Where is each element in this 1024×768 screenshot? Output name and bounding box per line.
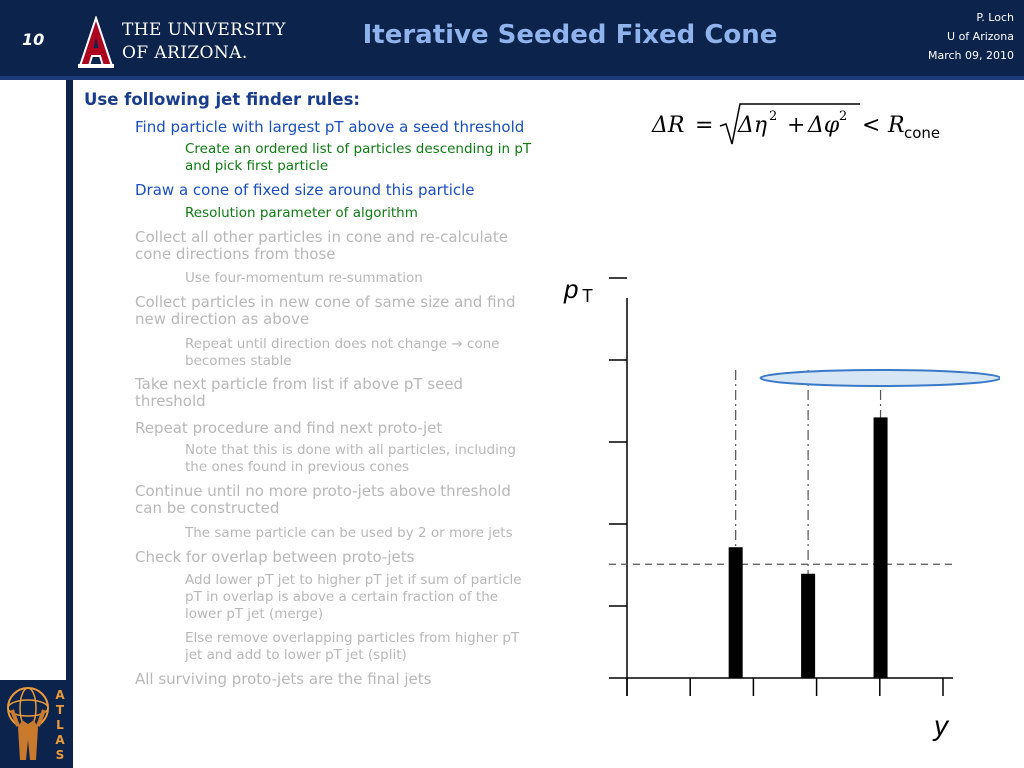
sub-bullet-merge — [185, 572, 522, 623]
cone-ellipse — [761, 370, 1000, 386]
university-name-line1: THE UNIVERSITY — [122, 20, 286, 40]
line: cone directions from those — [135, 245, 336, 263]
formula-square-1: 2 — [769, 109, 778, 124]
sub-bullet-split — [185, 630, 519, 664]
line: becomes stable — [185, 353, 292, 369]
line: lower pT jet (merge) — [185, 606, 324, 622]
line: Collect all other particles in cone and re-calculate — [135, 228, 508, 246]
line: Take next particle from list if above pT seed — [135, 375, 464, 393]
slide-number: 10 — [22, 30, 45, 49]
bullet-final-jets: All surviving proto-jets are the final jets — [135, 670, 432, 688]
formula-less-than: < — [862, 113, 881, 138]
formula-term-eta: Δη — [738, 113, 768, 138]
pt-vs-y-chart — [560, 260, 1000, 750]
formula-rhs-subscript: cone — [904, 124, 941, 142]
bullet-continue — [135, 483, 511, 517]
line: Add lower pT jet to higher pT jet if sum of particle — [185, 572, 522, 588]
formula-equals: = — [695, 113, 714, 138]
line: threshold — [135, 392, 206, 410]
line: and pick first particle — [185, 158, 329, 174]
y-axis-label: p — [564, 274, 579, 304]
formula-lhs: ΔR — [652, 113, 685, 138]
header-rule — [0, 76, 1024, 80]
line: Collect particles in new cone of same size and find — [135, 293, 516, 311]
bar — [729, 547, 743, 678]
line: new direction as above — [135, 310, 310, 328]
slide-title: Iterative Seeded Fixed Cone — [362, 20, 778, 50]
sub-bullet-resolution: Resolution parameter of algorithm — [185, 205, 418, 221]
bullet-heading: Use following jet finder rules: — [84, 90, 361, 109]
line: Repeat until direction does not change → cone — [185, 336, 500, 352]
sub-bullet-all-particles — [185, 442, 516, 476]
sub-bullet-ordered-list — [185, 141, 531, 175]
line: Continue until no more proto-jets above threshold — [135, 482, 511, 500]
line: jet and add to lower pT jet (split) — [185, 647, 407, 663]
formula-term-phi: Δφ — [808, 113, 840, 138]
formula-plus: + — [787, 113, 806, 138]
university-name-line2: OF ARIZONA. — [122, 43, 248, 63]
bar — [801, 574, 815, 678]
line: Create an ordered list of particles descending in pT — [185, 141, 532, 157]
line: Else remove overlapping particles from higher pT — [185, 630, 520, 646]
atlas-logo — [0, 680, 73, 768]
ua-block-a-icon — [76, 16, 116, 70]
university-logo — [76, 16, 286, 70]
left-vertical-bar — [66, 80, 73, 768]
bullet-collect-particles — [135, 229, 508, 263]
y-axis-label-subscript: T — [582, 286, 593, 306]
bullet-find-seed: Find particle with largest pT above a seed threshold — [135, 118, 525, 136]
sub-bullet-four-momentum: Use four-momentum re-summation — [185, 270, 423, 286]
bullet-new-cone — [135, 294, 516, 328]
date: March 09, 2010 — [927, 49, 1014, 62]
formula-rhs: R — [888, 113, 905, 138]
slide-meta — [928, 8, 1014, 65]
formula-square-2: 2 — [839, 109, 848, 124]
line: can be constructed — [135, 499, 280, 517]
left-accent-line — [0, 80, 3, 768]
bullet-repeat-procedure: Repeat procedure and find next proto-jet — [135, 419, 443, 437]
line: Note that this is done with all particles, including — [185, 442, 516, 458]
bullet-next-particle — [135, 376, 463, 410]
sub-bullet-repeat-stable — [185, 336, 499, 370]
affiliation: U of Arizona — [947, 30, 1014, 43]
bullet-draw-cone: Draw a cone of fixed size around this particle — [135, 181, 475, 199]
author: P. Loch — [976, 11, 1014, 24]
x-axis-label: y — [934, 710, 948, 741]
line: the ones found in previous cones — [185, 459, 410, 475]
sub-bullet-same-particle: The same particle can be used by 2 or more jets — [185, 525, 513, 541]
bullet-check-overlap: Check for overlap between proto-jets — [135, 548, 415, 566]
bar — [874, 417, 888, 678]
line: pT in overlap is above a certain fraction of the — [185, 589, 499, 605]
delta-r-formula — [650, 100, 960, 150]
atlas-logo-text: A T L A S — [55, 688, 65, 762]
